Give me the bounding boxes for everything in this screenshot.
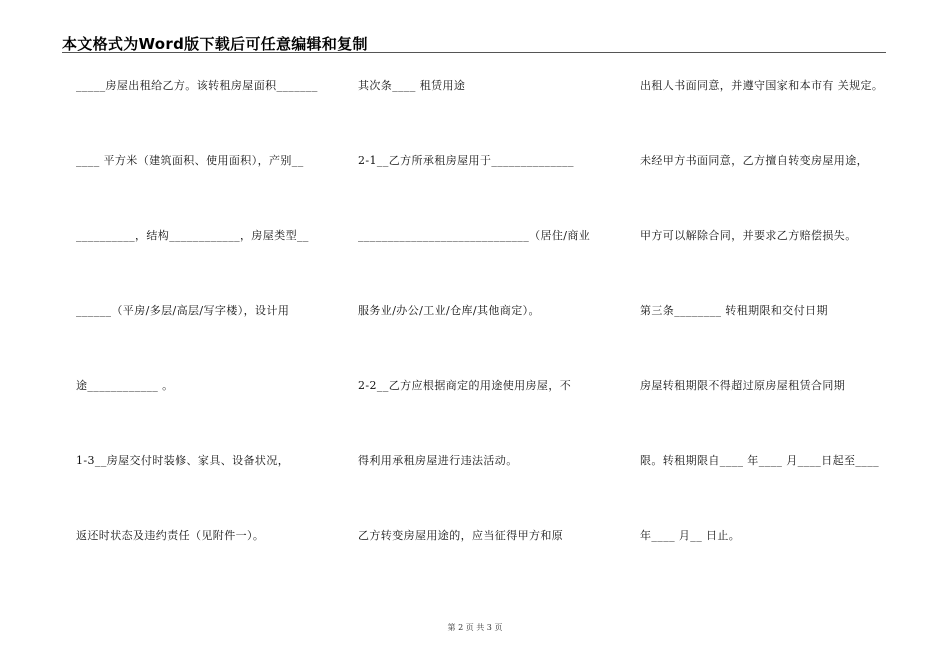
- text-line: ____ 平方米（建筑面积、使用面积），产别__: [76, 154, 304, 167]
- text-line: 甲方可以解除合同，并要求乙方赔偿损失。: [640, 229, 857, 242]
- text-line: 服务业/办公/工业/仓库/其他商定）。: [358, 304, 540, 317]
- text-line: 得利用承租房屋进行违法活动。: [358, 454, 518, 467]
- document-header-title: 本文格式为Word版下载后可任意编辑和复制: [62, 35, 368, 53]
- text-line: 限。转租期限自____ 年____ 月____日起至____: [640, 454, 879, 467]
- text-line: 年____ 月__ 日止。: [640, 529, 741, 542]
- text-line: 2-1__乙方所承租房屋用于______________: [358, 154, 574, 167]
- header-divider: [62, 52, 886, 53]
- text-line: _____________________________（居住/商业: [358, 229, 591, 242]
- text-line: _____房屋出租给乙方。该转租房屋面积_______: [76, 79, 318, 92]
- text-line: 其次条____ 租赁用途: [358, 79, 466, 92]
- text-line: 乙方转变房屋用途的，应当征得甲方和原: [358, 529, 564, 542]
- text-line: 出租人书面同意，并遵守国家和本市有 关规定。: [640, 79, 884, 92]
- text-line: 房屋转租期限不得超过原房屋租赁合同期: [640, 379, 846, 392]
- text-line: ______（平房/多层/高层/写字楼），设计用: [76, 304, 290, 317]
- text-line: __________，结构____________，房屋类型__: [76, 229, 309, 242]
- text-line: 第三条________ 转租期限和交付日期: [640, 304, 828, 317]
- text-line: 未经甲方书面同意，乙方擅自转变房屋用途，: [640, 154, 868, 167]
- text-line: 途____________ 。: [76, 379, 174, 392]
- text-line: 2-2__乙方应根据商定的用途使用房屋，不: [358, 379, 572, 392]
- text-line: 1-3__房屋交付时装修、家具、设备状况，: [76, 454, 290, 467]
- page-number: 第 2 页 共 3 页: [447, 623, 503, 632]
- text-line: 返还时状态及违约责任（见附件一）。: [76, 529, 265, 542]
